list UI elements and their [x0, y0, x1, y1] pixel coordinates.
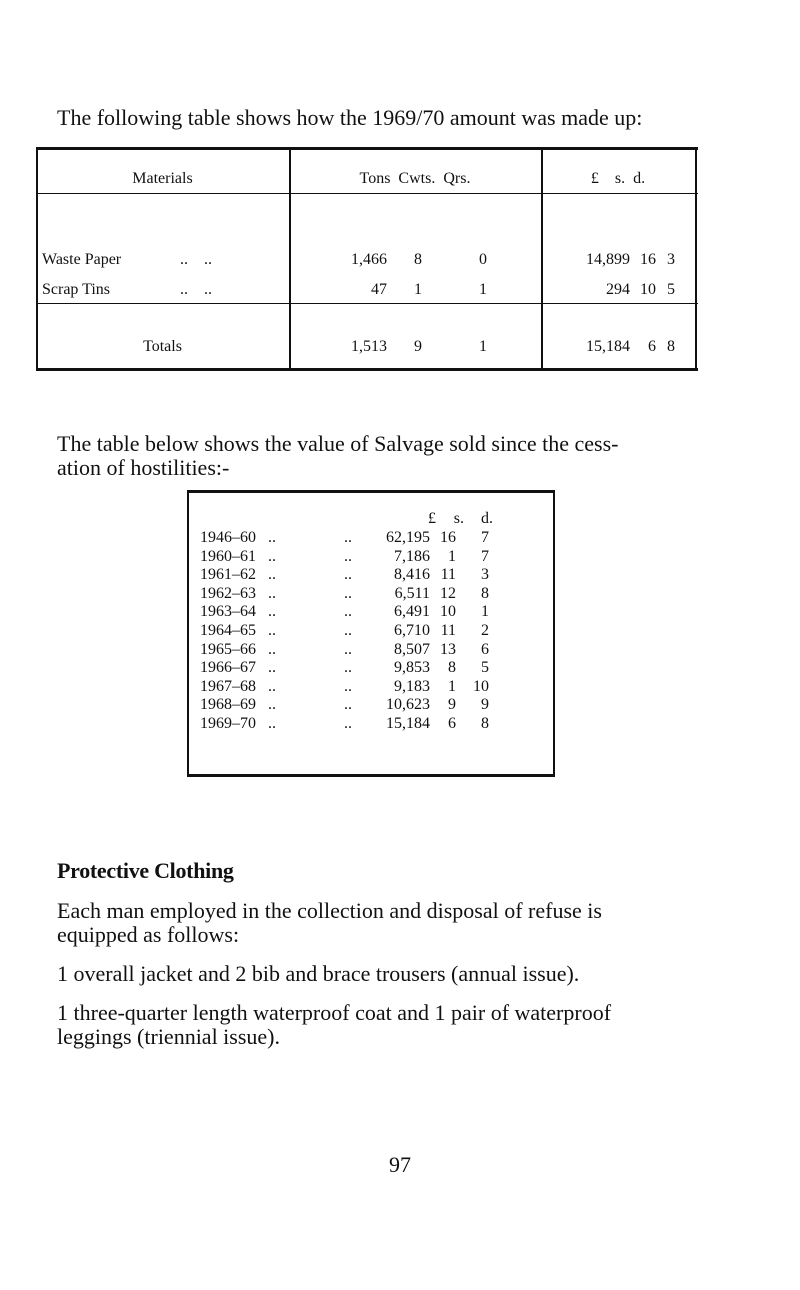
year: 1965–66 — [200, 640, 256, 658]
shillings: 10 — [640, 281, 656, 298]
tons: 1,513 — [351, 338, 387, 355]
header-materials: Materials — [132, 170, 193, 187]
cwts: 9 — [414, 338, 422, 355]
leader-dots: .. — [268, 529, 276, 546]
leader-dots: .. — [268, 640, 276, 658]
leader-dots: .. — [268, 677, 276, 695]
pounds: 6,511 — [394, 584, 430, 602]
pence: 5 — [667, 281, 675, 298]
pounds: 7,186 — [394, 547, 430, 565]
year: 1960–61 — [200, 547, 256, 565]
pounds: 15,184 — [586, 338, 630, 355]
leader-dots: .. — [268, 715, 276, 732]
header-lsd: £ s. d. — [590, 170, 646, 187]
para3-line1: 1 three-quarter length waterproof coat and 1 pair of waterproof — [57, 1000, 612, 1025]
pounds: 6,710 — [394, 622, 430, 639]
year: 1967–68 — [200, 677, 256, 695]
leader-dots: .. — [268, 584, 276, 602]
section-heading: Protective Clothing — [57, 858, 234, 883]
shillings: 16 — [440, 529, 456, 546]
leader-dots: .. — [344, 696, 352, 714]
intro2-line2: ation of hostilities:- — [57, 455, 230, 480]
leader-dots: .. — [344, 584, 352, 602]
leader-dots: .. — [344, 603, 352, 621]
qrs: 1 — [479, 281, 487, 298]
pence: 7 — [481, 529, 489, 546]
qrs: 0 — [479, 251, 487, 268]
pounds: 10,623 — [386, 696, 430, 714]
pence: 7 — [481, 547, 489, 565]
leader-dots: .. — [344, 547, 352, 565]
leader-dots: .. — [268, 547, 276, 565]
pence: 8 — [667, 338, 675, 355]
page-number: 97 — [389, 1152, 411, 1177]
pence: 10 — [473, 677, 489, 695]
leader-dots: .. — [268, 622, 276, 639]
year: 1969–70 — [200, 715, 256, 732]
pounds: 15,184 — [386, 715, 430, 732]
leader-dots: .. .. — [180, 281, 212, 298]
shillings: 16 — [640, 251, 656, 268]
intro-paragraph: The following table shows how the 1969/70 amount was made up: — [57, 105, 643, 130]
pounds: 9,183 — [394, 677, 430, 695]
pence: 6 — [481, 640, 489, 658]
pence: 9 — [481, 696, 489, 714]
para1-line1: Each man employed in the collection and disposal of refuse is — [57, 898, 602, 923]
pounds: 8,507 — [394, 640, 430, 658]
shillings: 1 — [448, 547, 456, 565]
year: 1963–64 — [200, 603, 256, 621]
shillings: 10 — [440, 603, 456, 621]
header-shillings: s. — [453, 510, 464, 527]
shillings: 6 — [448, 715, 456, 732]
pounds: 62,195 — [386, 529, 430, 546]
cwts: 8 — [414, 251, 422, 268]
year: 1964–65 — [200, 622, 256, 639]
pence: 1 — [481, 603, 489, 621]
row-label: Waste Paper — [42, 251, 122, 268]
header-tons-cwts-qrs: Tons Cwts. Qrs. — [359, 170, 471, 187]
para1-line2: equipped as follows: — [57, 922, 240, 947]
leader-dots: .. — [344, 529, 352, 546]
pounds: 8,416 — [394, 566, 430, 584]
leader-dots: .. — [344, 715, 352, 732]
tons: 1,466 — [351, 251, 387, 268]
pounds: 294 — [606, 281, 630, 298]
shillings: 6 — [648, 338, 656, 355]
row-label: Scrap Tins — [42, 281, 111, 298]
leader-dots: .. — [268, 603, 276, 621]
shillings: 8 — [448, 659, 456, 677]
salvage-table — [187, 490, 555, 777]
shillings: 11 — [440, 566, 456, 584]
leader-dots: .. — [344, 566, 352, 584]
pence: 5 — [481, 659, 489, 677]
leader-dots: .. .. — [180, 251, 212, 268]
header-pounds: £ — [428, 510, 436, 527]
shillings: 11 — [440, 622, 456, 639]
materials-table — [36, 147, 698, 371]
year: 1961–62 — [200, 566, 256, 584]
cwts: 1 — [414, 281, 422, 298]
para3-line2: leggings (triennial issue). — [57, 1024, 281, 1049]
shillings: 12 — [440, 584, 456, 602]
pence: 8 — [481, 715, 489, 732]
tons: 47 — [371, 281, 387, 298]
pence: 3 — [667, 251, 675, 268]
header-pence: d. — [481, 510, 493, 527]
pence: 8 — [481, 584, 489, 602]
para2: 1 overall jacket and 2 bib and brace trousers (annual issue). — [57, 961, 580, 986]
pounds: 6,491 — [394, 603, 430, 621]
pence: 2 — [481, 622, 489, 639]
leader-dots: .. — [344, 640, 352, 658]
leader-dots: .. — [344, 659, 352, 677]
totals-label: Totals — [143, 338, 182, 355]
pounds: 14,899 — [586, 251, 630, 268]
pounds: 9,853 — [394, 659, 430, 677]
leader-dots: .. — [268, 696, 276, 714]
year: 1946–60 — [200, 529, 256, 546]
leader-dots: .. — [268, 566, 276, 584]
intro2-line1: The table below shows the value of Salvage sold since the cess- — [57, 431, 619, 456]
leader-dots: .. — [344, 622, 352, 639]
leader-dots: .. — [344, 677, 352, 695]
leader-dots: .. — [268, 659, 276, 677]
pence: 3 — [481, 566, 489, 584]
shillings: 1 — [448, 677, 456, 695]
shillings: 13 — [440, 640, 456, 658]
qrs: 1 — [479, 338, 487, 355]
year: 1968–69 — [200, 696, 256, 714]
year: 1966–67 — [200, 659, 256, 677]
shillings: 9 — [448, 696, 456, 714]
year: 1962–63 — [200, 584, 256, 602]
